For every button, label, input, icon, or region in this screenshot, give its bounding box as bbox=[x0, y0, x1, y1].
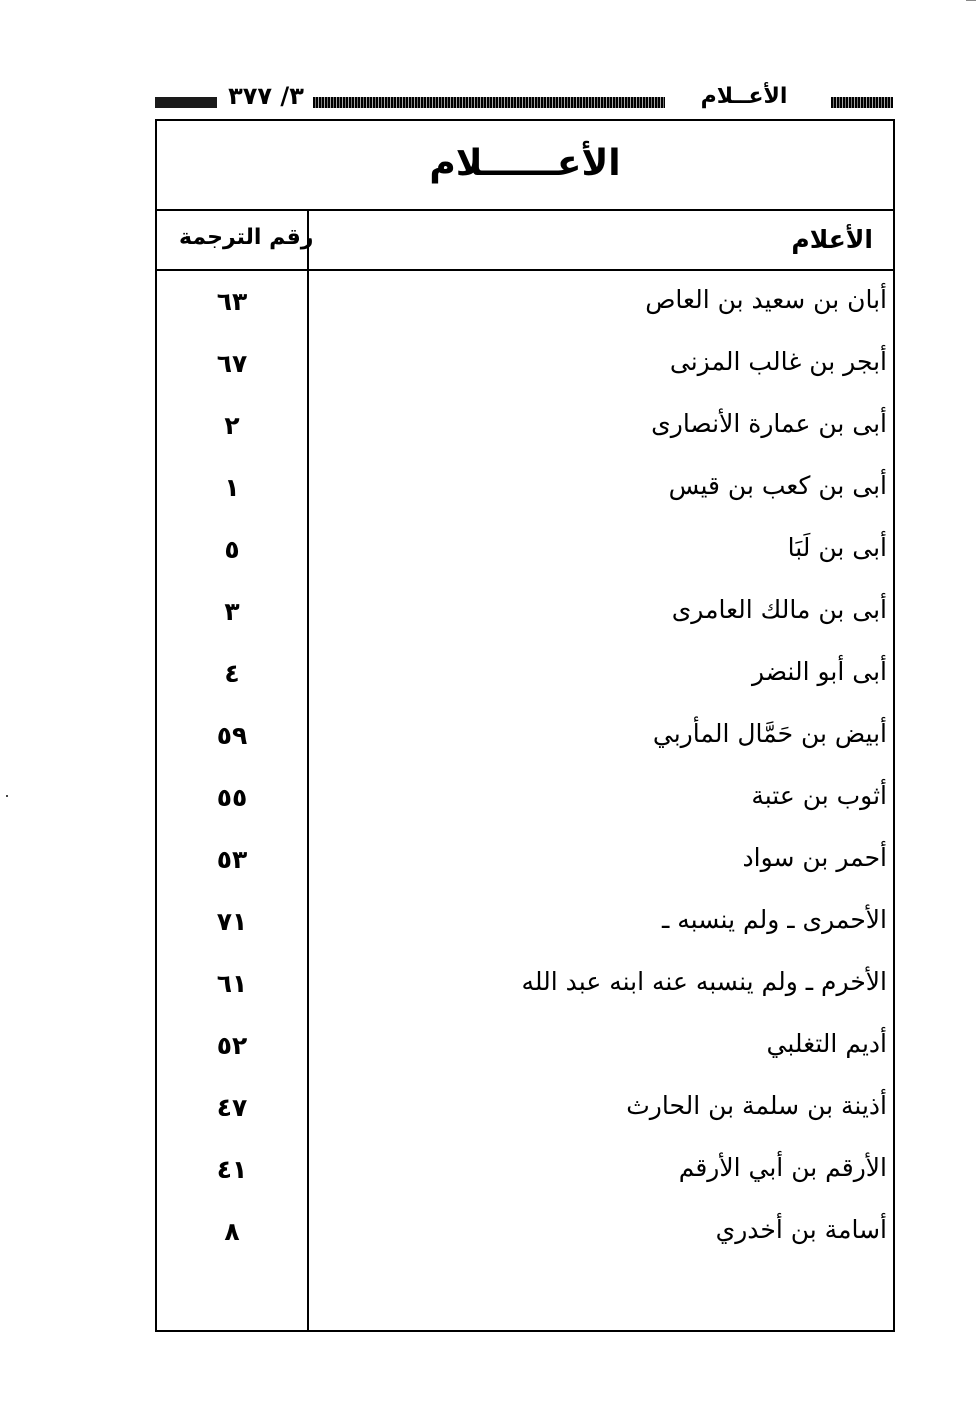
table-row bbox=[157, 897, 893, 959]
entry-number: ٧١ bbox=[216, 907, 248, 936]
table-row bbox=[157, 711, 893, 773]
entry-number: ٢ bbox=[224, 411, 240, 440]
table-row bbox=[157, 587, 893, 649]
entry-name: أسامة بن أخدري bbox=[715, 1215, 887, 1244]
entry-name: أبجر بن غالب المزنى bbox=[669, 347, 887, 376]
table-row bbox=[157, 1083, 893, 1145]
table-title: الأعــــــلام bbox=[429, 143, 621, 184]
page-number: ٣/ ٣٧٧ bbox=[228, 82, 304, 110]
table-row bbox=[157, 835, 893, 897]
table-row bbox=[157, 959, 893, 1021]
entry-name: أثوب بن عتبة bbox=[751, 781, 887, 810]
entry-name: أبان بن سعيد بن العاص bbox=[645, 285, 887, 314]
entry-name: أبى أبو النضر bbox=[751, 657, 887, 686]
entry-name: أديم التغلبي bbox=[766, 1029, 887, 1058]
table-row bbox=[157, 773, 893, 835]
header-rule-middle bbox=[313, 97, 665, 108]
entry-name: أبى بن كعب بن قيس bbox=[668, 471, 887, 500]
header-rule-left bbox=[155, 97, 217, 108]
entry-name: أبيض بن حَمَّال المأربي bbox=[652, 719, 887, 748]
header-divider bbox=[157, 269, 893, 271]
running-title: الأعــلام bbox=[700, 84, 788, 109]
running-header bbox=[155, 82, 893, 118]
entry-number: ٥ bbox=[224, 535, 240, 564]
table-row bbox=[157, 525, 893, 587]
table-rows bbox=[157, 277, 893, 1269]
entry-name: أبى بن مالك العامرى bbox=[671, 595, 887, 624]
column-header-numbers: رقم الترجمة bbox=[179, 225, 314, 250]
entry-number: ٥٣ bbox=[216, 845, 248, 874]
entry-number: ٥٢ bbox=[216, 1031, 248, 1060]
entry-number: ٥٥ bbox=[216, 783, 248, 812]
entry-name: أبى بن لَبَا bbox=[787, 533, 887, 562]
column-header-names: الأعلام bbox=[791, 225, 873, 254]
entry-number: ١ bbox=[224, 473, 240, 502]
entry-number: ٤٧ bbox=[216, 1093, 248, 1122]
entry-number: ٤١ bbox=[216, 1155, 248, 1184]
entry-number: ٣ bbox=[224, 597, 240, 626]
header-rule-right bbox=[831, 97, 893, 108]
table-row bbox=[157, 1145, 893, 1207]
table-row bbox=[157, 463, 893, 525]
entry-number: ٤ bbox=[224, 659, 240, 688]
table-row bbox=[157, 339, 893, 401]
entry-name: أبى بن عمارة الأنصارى bbox=[651, 409, 887, 438]
table-title-band bbox=[157, 121, 893, 211]
entry-name: أذينة بن سلمة بن الحارث bbox=[626, 1091, 887, 1120]
entry-number: ٥٩ bbox=[216, 721, 248, 750]
entry-number: ٦٣ bbox=[216, 287, 248, 316]
corner-mark bbox=[966, 0, 976, 1]
table-row bbox=[157, 277, 893, 339]
table-row bbox=[157, 1021, 893, 1083]
margin-speck bbox=[6, 795, 8, 797]
table-row bbox=[157, 649, 893, 711]
entry-name: أحمر بن سواد bbox=[742, 843, 887, 872]
entry-name: الأرقم بن أبي الأرقم bbox=[678, 1153, 887, 1182]
index-table bbox=[155, 119, 895, 1332]
entry-number: ٨ bbox=[224, 1217, 240, 1246]
table-row bbox=[157, 1207, 893, 1269]
entry-name: الأحمرى ـ ولم ينسبه ـ bbox=[662, 905, 887, 934]
table-row bbox=[157, 401, 893, 463]
entry-number: ٦١ bbox=[216, 969, 248, 998]
entry-name: الأخرم ـ ولم ينسبه عنه ابنه عبد الله bbox=[521, 967, 887, 996]
entry-number: ٦٧ bbox=[216, 349, 248, 378]
